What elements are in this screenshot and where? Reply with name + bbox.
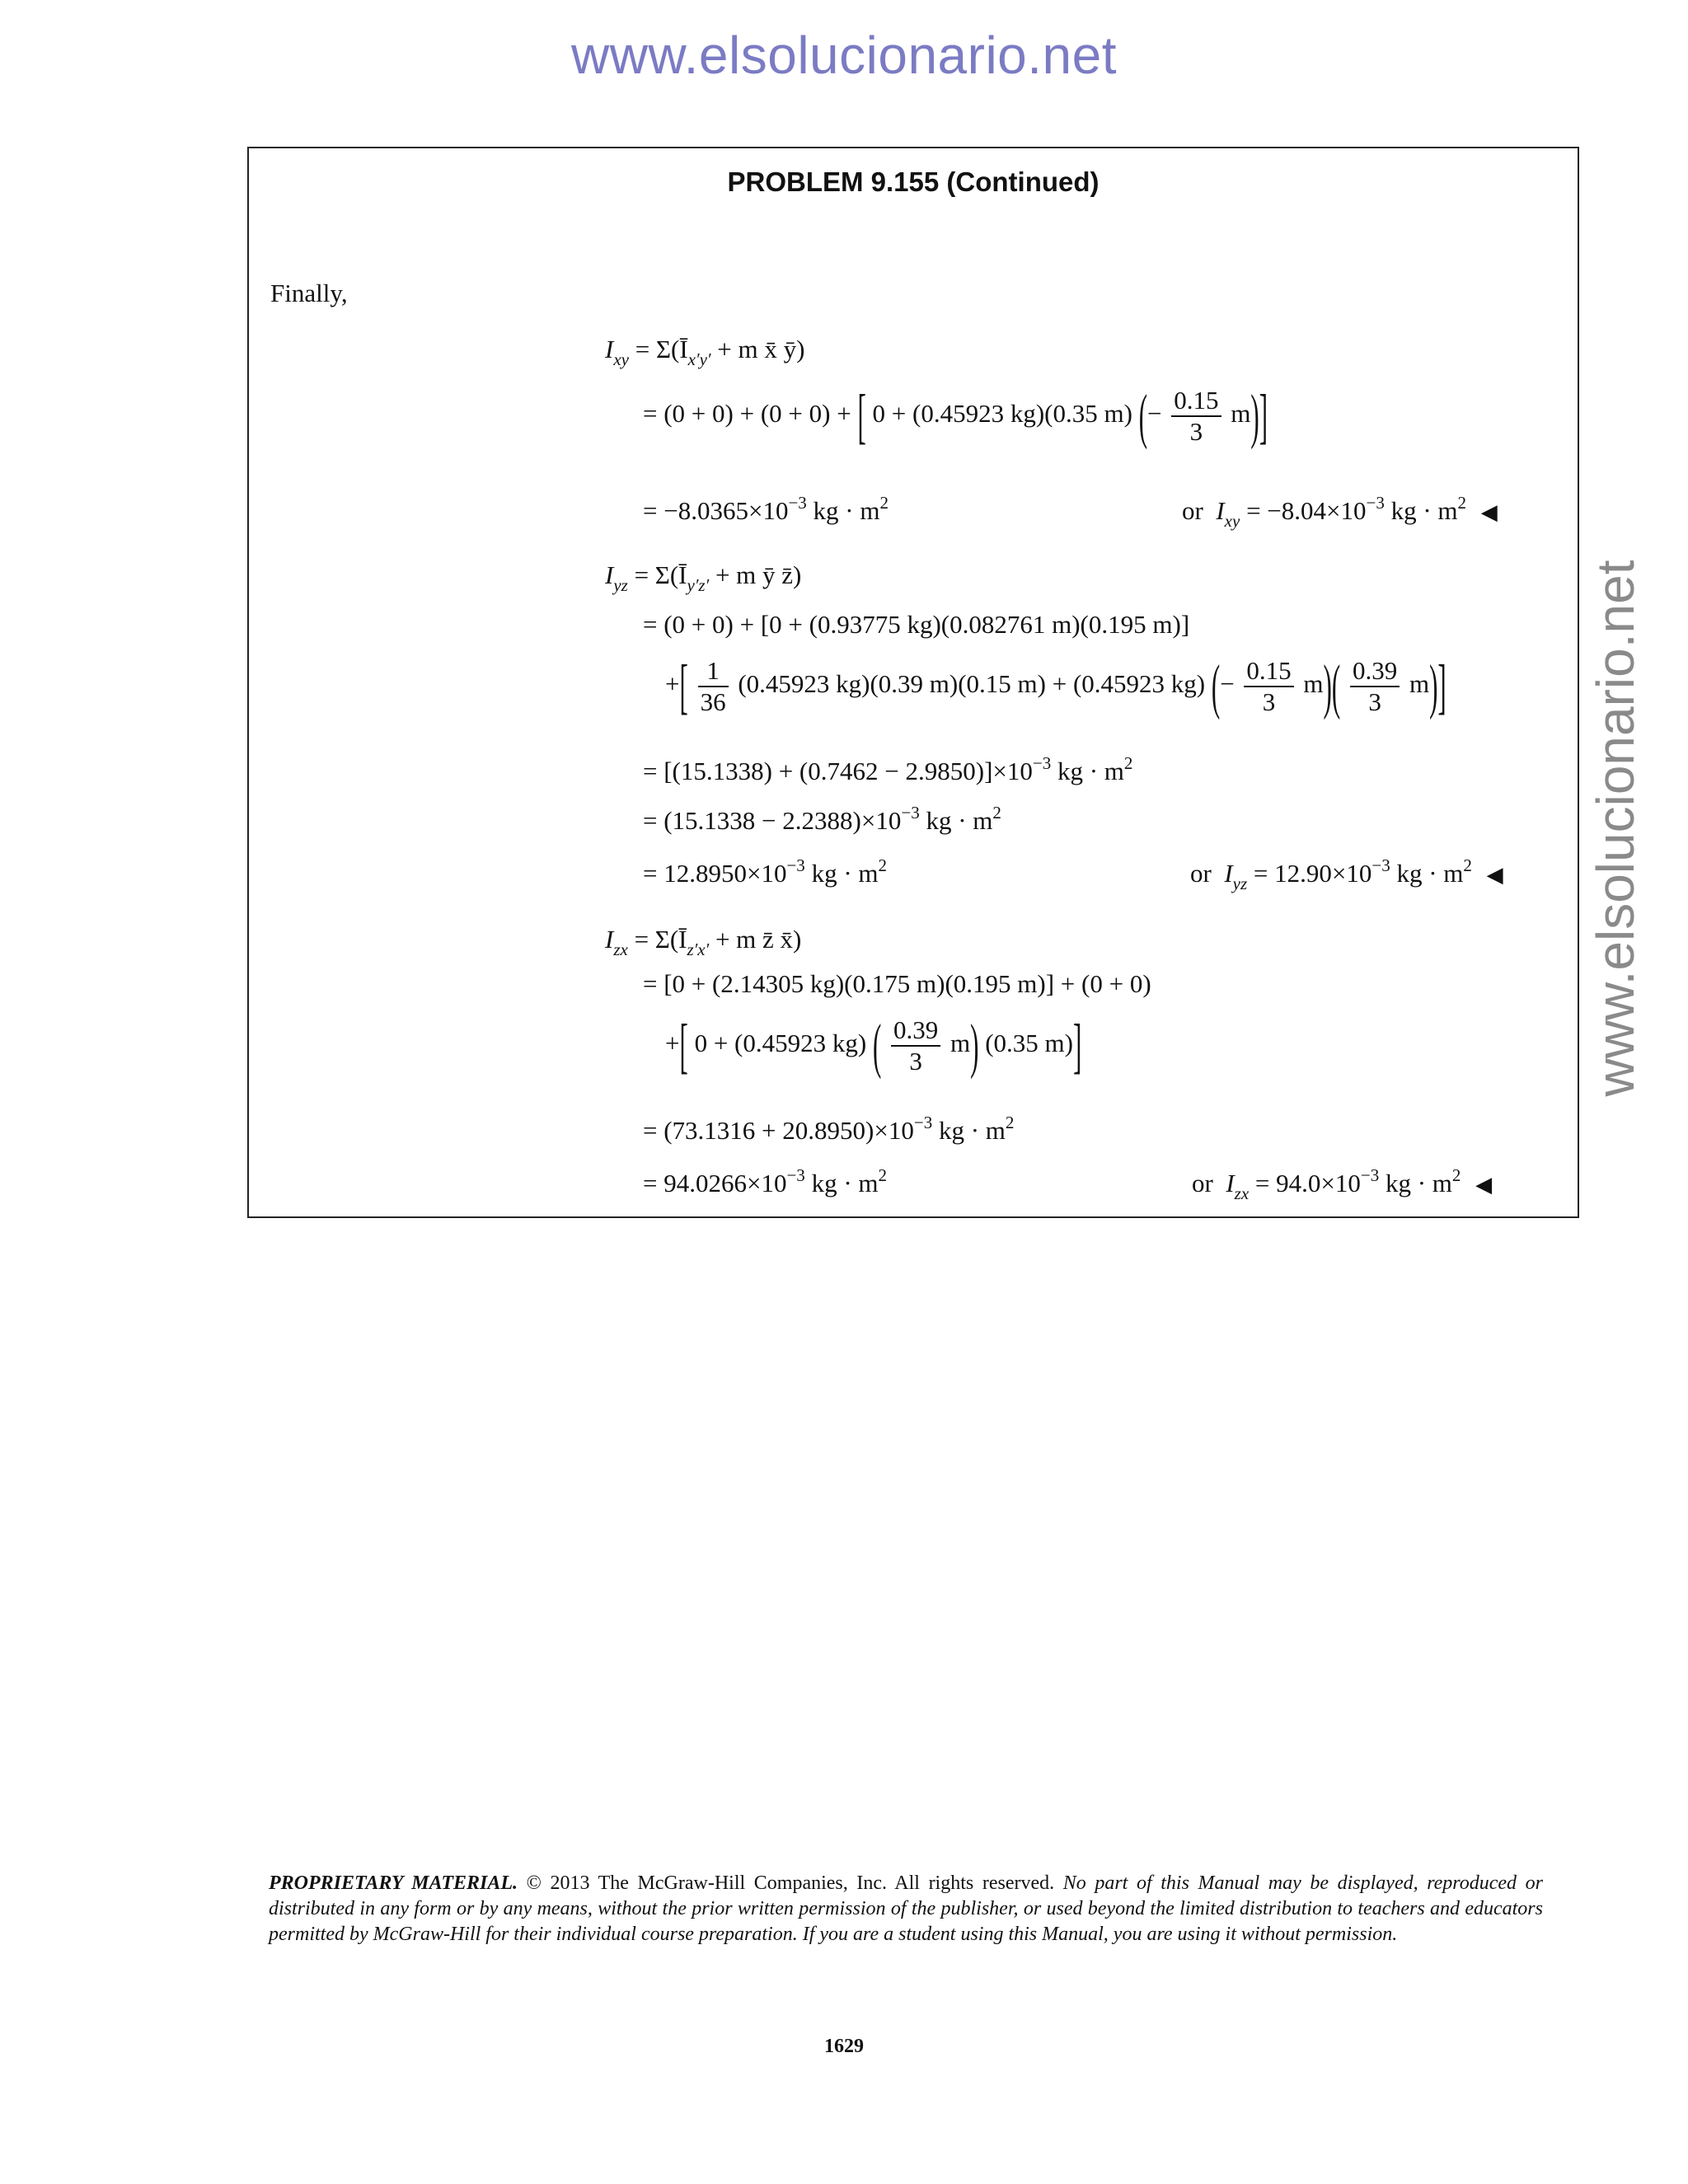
- iyz-answer: or $I_{yz} = 12.90\times 10^{-3}$ kg · $m^2$ ◀: [1190, 855, 1503, 893]
- izx-line5: = $94.0266\times 10^{-3}$ kg · $m^2$: [643, 1165, 887, 1197]
- izx-answer: or $I_{zx} = 94.0\times 10^{-3}$ kg · $m^2$ ◀: [1192, 1165, 1493, 1203]
- izx-line4: = $(73.1316 + 20.8950)\times 10^{-3}$ kg · $m^2$: [643, 1113, 1015, 1145]
- page-number: 1629: [824, 2036, 864, 2057]
- iyz-line3: +[ $\frac{1}{36}$ (0.45923 kg)(0.39 m)(0.15 m) + (0.45923 kg) (− $\frac{0.15}{3}$ m)( $\frac{0.39}{3}$ m)]: [665, 651, 1447, 721]
- izx-line2: = [0 + (2.14305 kg)(0.175 m)(0.195 m)] + (0 + 0): [643, 969, 1151, 998]
- iyz-line2: = (0 + 0) + [0 + (0.93775 kg)(0.082761 m)(0.195 m)]: [643, 610, 1190, 639]
- footer-bold: PROPRIETARY MATERIAL.: [269, 1872, 518, 1894]
- watermark-top: www.elsolucionario.net: [571, 26, 1117, 85]
- footer-text: No part of this Manual may be displayed, reproduced or distributed in any form or by any means, without the prior written permission of the publisher, or used beyond the limited distribution to teachers and educators permitted by McGraw-Hill for their individual course preparation. If you are a student using this Manual, you are using it without permission.: [269, 1872, 1543, 1946]
- iyz-line1: $I_{yz}$ = $\Sigma(Ī_{y'z'} + m$ ȳ z̄): [605, 560, 802, 595]
- ixy-line3: = $-8.0365\times 10^{-3}$ kg · $m^2$: [643, 493, 889, 525]
- iyz-line6: = $12.8950\times 10^{-3}$ kg · $m^2$: [643, 855, 887, 888]
- izx-line1: $I_{zx}$ = $\Sigma(Ī_{z'x'} + m$ z̄ x̄): [605, 925, 802, 959]
- footer-copyright: © 2013 The McGraw-Hill Companies, Inc. All rights reserved.: [526, 1872, 1055, 1894]
- intro-text: Finally,: [270, 279, 348, 307]
- ixy-line1: $I_{xy}$ = $\Sigma(Ī_{x'y'} + m$ x̄ ȳ): [605, 335, 805, 369]
- answer-marker-icon: ◀: [1475, 1173, 1493, 1197]
- footer-notice: [269, 1871, 1543, 1948]
- ixy-symbol: I: [605, 335, 614, 363]
- izx-line3: +[ 0 + (0.45923 kg) ( $\frac{0.39}{3}$ m) (0.35 m)]: [665, 1010, 1082, 1080]
- ixy-fraction: $\frac{0.15}{3}$: [1171, 386, 1221, 446]
- ixy-line2: = (0 + 0) + (0 + 0) + [ 0 + (0.45923 kg)(0.35 m) (− $\frac{0.15}{3}$ m)]: [643, 381, 1268, 451]
- answer-marker-icon: ◀: [1486, 863, 1503, 888]
- watermark-side: www.elsolucionario.net: [1586, 560, 1645, 1097]
- ixy-answer: or $I_{xy} = -8.04\times 10^{-3}$ kg · $m^2$ ◀: [1182, 493, 1498, 531]
- answer-marker-icon: ◀: [1480, 500, 1498, 525]
- problem-box: [247, 147, 1579, 1218]
- problem-title: PROBLEM 9.155 (Continued): [727, 166, 1100, 197]
- iyz-line5: = $(15.1338 - 2.2388)\times 10^{-3}$ kg · $m^2$: [643, 803, 1001, 835]
- iyz-line4: = $[(15.1338) + (0.7462 - 2.9850)]\times 10^{-3}$ kg · $m^2$: [643, 753, 1133, 785]
